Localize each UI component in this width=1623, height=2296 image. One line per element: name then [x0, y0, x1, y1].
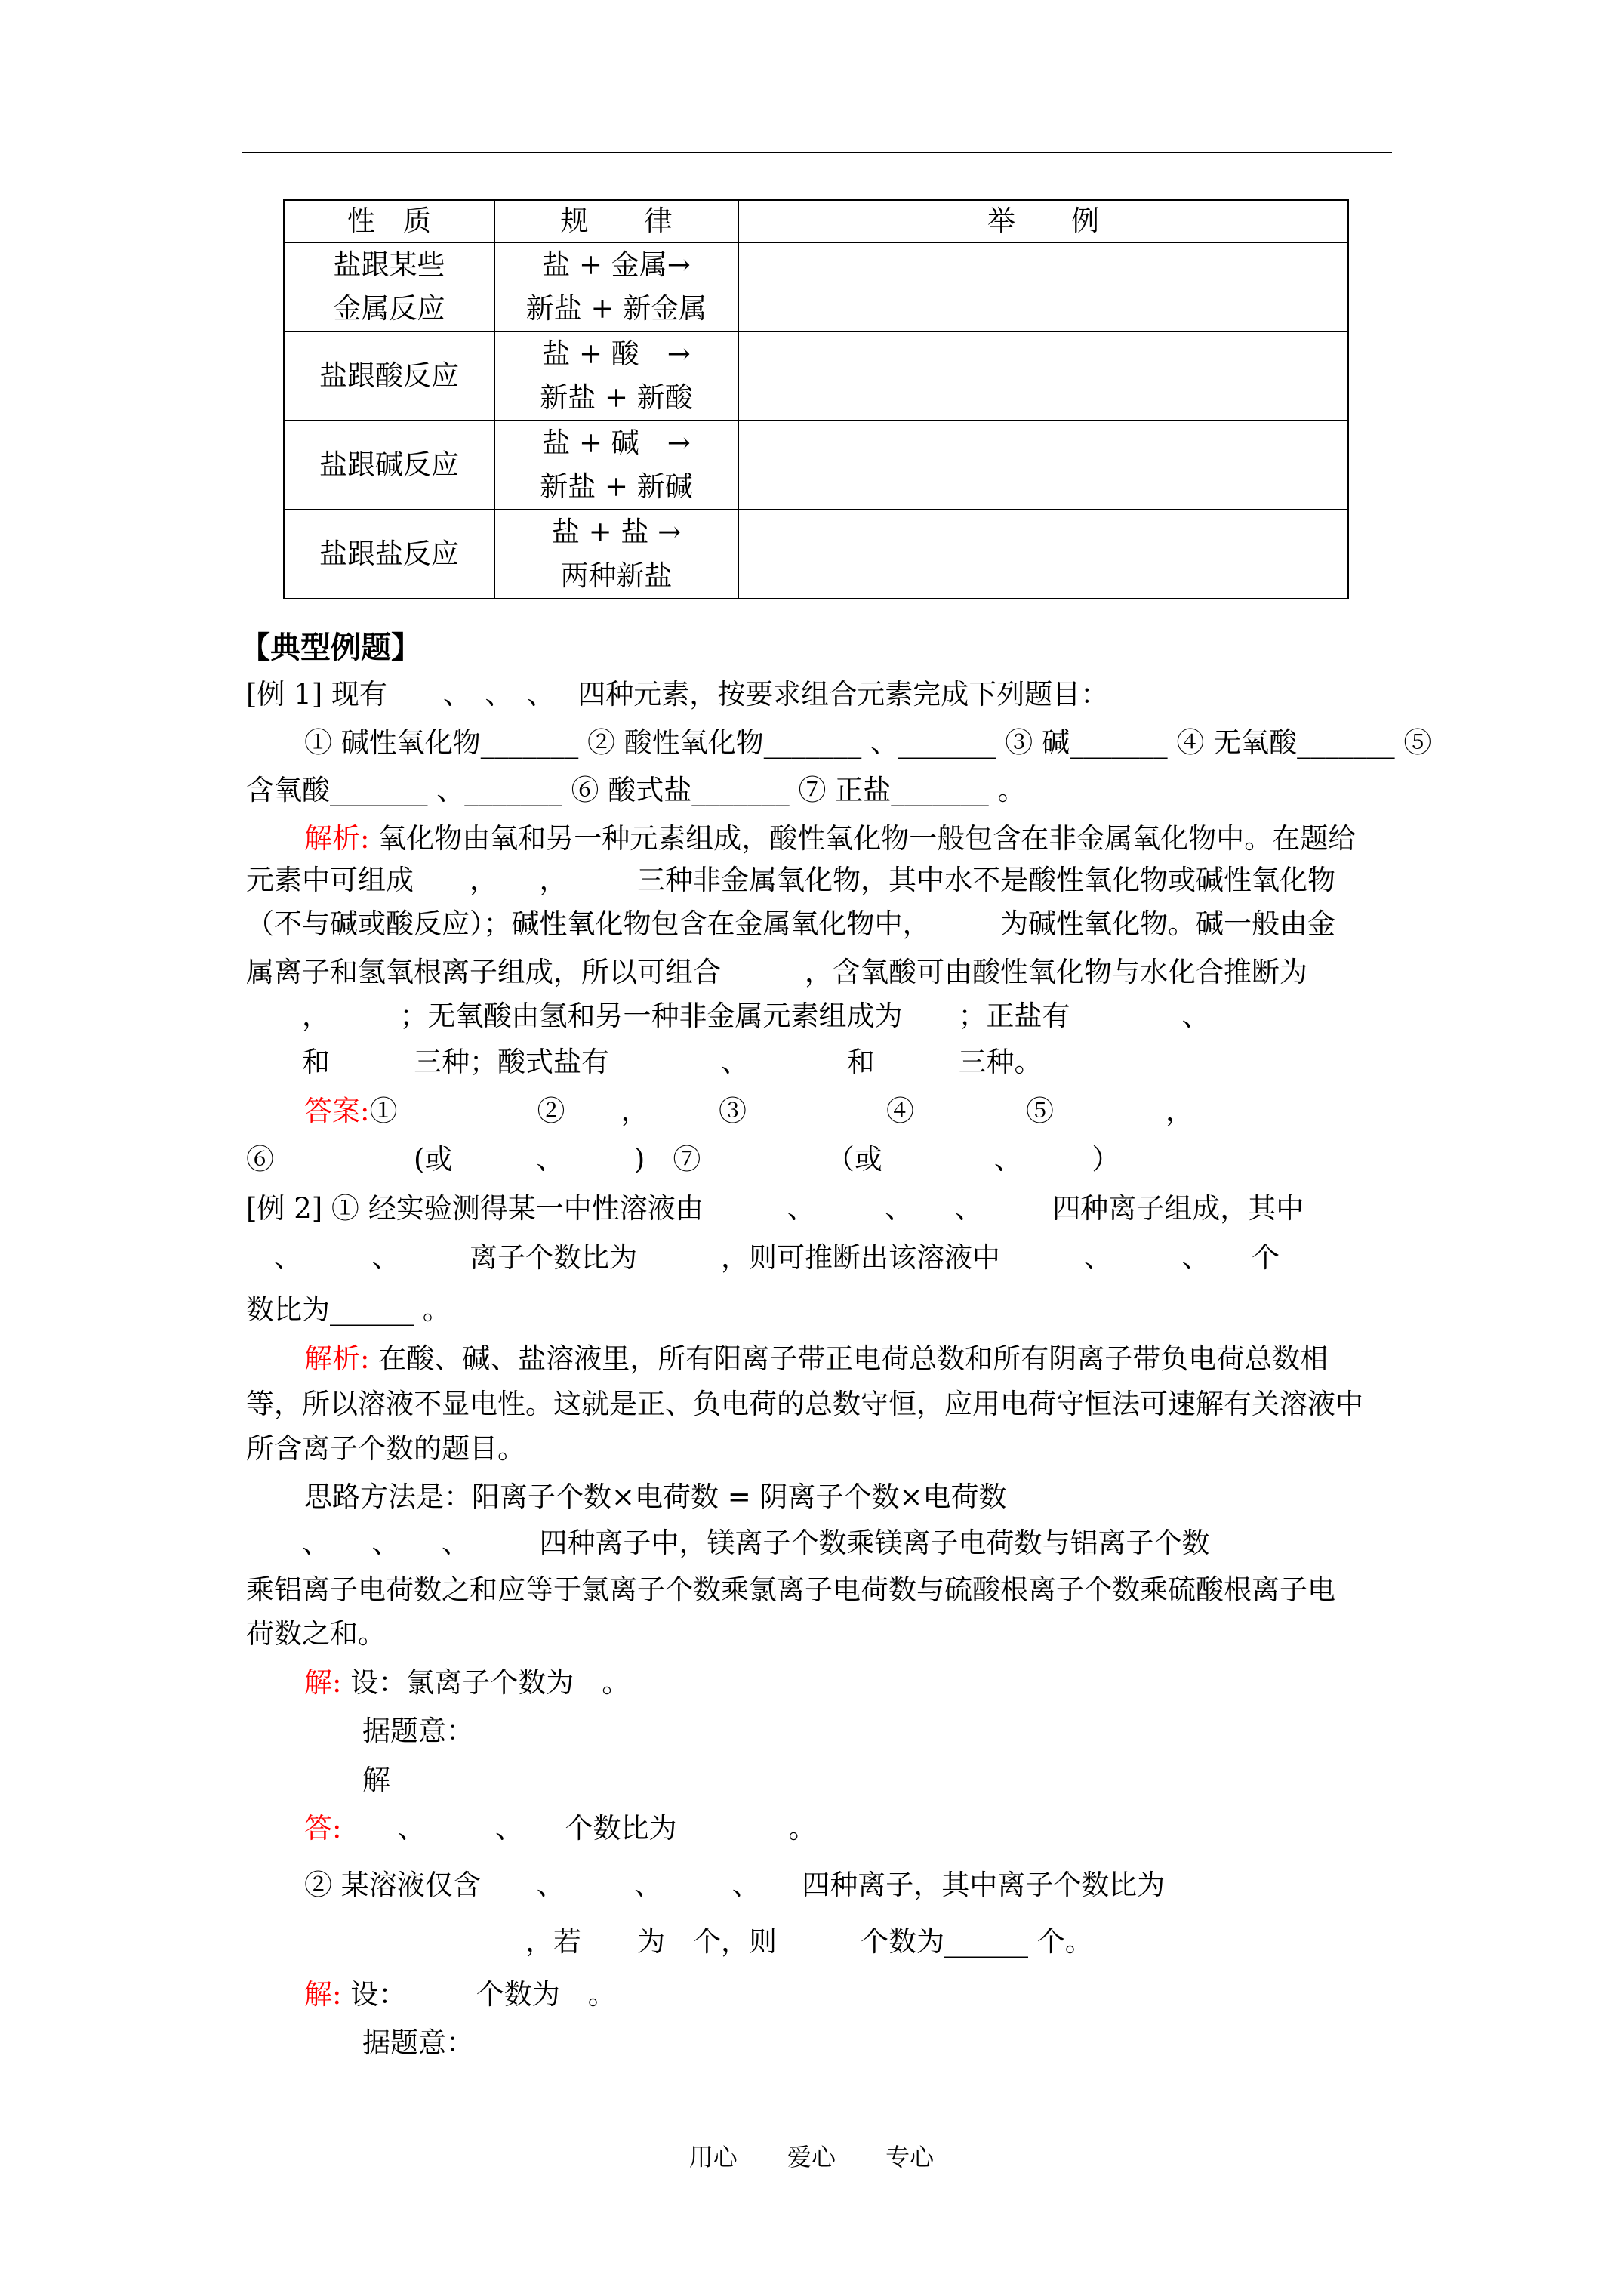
rule-cell: 盐 + 盐 → 两种新盐 [494, 510, 738, 599]
property-cell: 盐跟酸反应 [284, 331, 494, 421]
analysis-text: 属离子和氢氧根离子组成，所以可组合 ，含氧酸可由酸性氧化物与水化合推断为 [246, 956, 1307, 988]
solution-label: 解: [304, 1666, 342, 1699]
solution-text: 据题意： [362, 1715, 474, 1747]
table-row [284, 421, 1348, 510]
example2-question: 数比为______ 。 [246, 1293, 451, 1326]
example-cell [738, 421, 1348, 510]
analysis-label: 解析: [304, 822, 370, 855]
header-property: 性 质 [284, 200, 494, 242]
example2-part2-question: ② 某溶液仅含 、 、 、 四种离子，其中离子个数比为 [304, 1869, 1166, 1901]
example2-part2-question: ，若 为 个，则 个数为______ 个。 [246, 1925, 1093, 1958]
example-cell [738, 510, 1348, 599]
header-rule: 规 律 [494, 200, 738, 242]
section-title: 【典型例题】 [240, 630, 421, 665]
rule-cell: 盐 + 酸 → 新盐 + 新酸 [494, 331, 738, 421]
table-row [284, 331, 1348, 421]
table-header-row [284, 200, 1348, 242]
analysis-text: 和 三种；酸式盐有 、 和 三种。 [246, 1046, 1042, 1078]
solution-text: 解 [362, 1764, 390, 1796]
footer-item: 用心 [688, 2143, 738, 2171]
solution-line: 解: 设： 个数为 。 [304, 1978, 616, 2011]
analysis-text: 荷数之和。 [246, 1617, 386, 1650]
analysis-text: 所含离子个数的题目。 [246, 1432, 525, 1465]
rule-cell: 盐 + 金属→ 新盐 + 新金属 [494, 242, 738, 331]
table-row [284, 242, 1348, 331]
property-cell: 盐跟某些 金属反应 [284, 242, 494, 331]
footer-item: 爱心 [787, 2143, 836, 2171]
example1-blanks-line2: 含氧酸_______ 、_______ ⑥ 酸式盐_______ ⑦ 正盐_______ 。 [246, 774, 1026, 806]
page-footer [0, 2138, 1623, 2173]
example-cell [738, 242, 1348, 331]
example2-analysis-line: 解析: 在酸、碱、盐溶液里，所有阳离子带正电荷总数和所有阴离子带负电荷总数相 [304, 1342, 1329, 1375]
answer-line: 答: 、 、 个数比为 。 [304, 1812, 817, 1845]
example2-question: [例 2] ① 经实验测得某一中性溶液由 、 、 、 四种离子组成，其中 [246, 1192, 1304, 1225]
analysis-label: 解析: [304, 1342, 370, 1375]
property-cell: 盐跟盐反应 [284, 510, 494, 599]
analysis-text: 、 、 、 四种离子中，镁离子个数乘镁离子电荷数与铝离子个数 [246, 1527, 1210, 1559]
example2-question: 、 、 离子个数比为 ，则可推断出该溶液中 、 、 个 [246, 1241, 1280, 1274]
answer-text: ⑥ (或 、 ) ⑦ （或 、 ） [246, 1143, 1120, 1176]
solution-line: 解: 设：氯离子个数为 。 [304, 1666, 630, 1699]
example-cell [738, 331, 1348, 421]
table-row [284, 510, 1348, 599]
answer-label: 答: [304, 1812, 342, 1845]
header-rule [242, 152, 1392, 153]
analysis-text: （不与碱或酸反应）；碱性氧化物包含在金属氧化物中， 为碱性氧化物。碱一般由金 [246, 908, 1335, 940]
analysis-text: 元素中可组成 ， ， 三种非金属氧化物，其中水不是酸性氧化物或碱性氧化物 [246, 864, 1335, 896]
property-cell: 盐跟碱反应 [284, 421, 494, 510]
analysis-text: 等，所以溶液不显电性。这就是正、负电荷的总数守恒，应用电荷守恒法可速解有关溶液中 [246, 1388, 1363, 1420]
method-text: 思路方法是：阳离子个数×电荷数 = 阴离子个数×电荷数 [304, 1481, 1007, 1513]
solution-text: 据题意： [362, 2026, 474, 2059]
rule-cell: 盐 + 碱 → 新盐 + 新碱 [494, 421, 738, 510]
analysis-text: 乘铝离子电荷数之和应等于氯离子个数乘氯离子电荷数与硫酸根离子个数乘硫酸根离子电 [246, 1573, 1335, 1606]
example1-analysis-line: 解析: 氧化物由氧和另一种元素组成，酸性氧化物一般包含在非金属氧化物中。在题给 [304, 822, 1357, 855]
header-example: 举 例 [738, 200, 1348, 242]
salt-properties-table [283, 199, 1349, 599]
footer-item: 专心 [885, 2143, 935, 2171]
example1-blanks-line1: ① 碱性氧化物_______ ② 酸性氧化物_______ 、_______ ③ 碱_______ ④ 无氧酸_______ ⑤ [304, 726, 1432, 759]
answer-label: 答案: [304, 1095, 370, 1127]
example1-question: [例 1] 现有 、 、 、 四种元素，按要求组合元素完成下列题目： [246, 678, 1109, 710]
analysis-text: ， ；无氧酸由氢和另一种非金属元素组成为 ；正盐有 、 [246, 1000, 1210, 1032]
solution-label: 解: [304, 1978, 342, 2011]
example1-answer-line: 答案:① ② ， ③ ④ ⑤ ， [304, 1095, 1193, 1127]
